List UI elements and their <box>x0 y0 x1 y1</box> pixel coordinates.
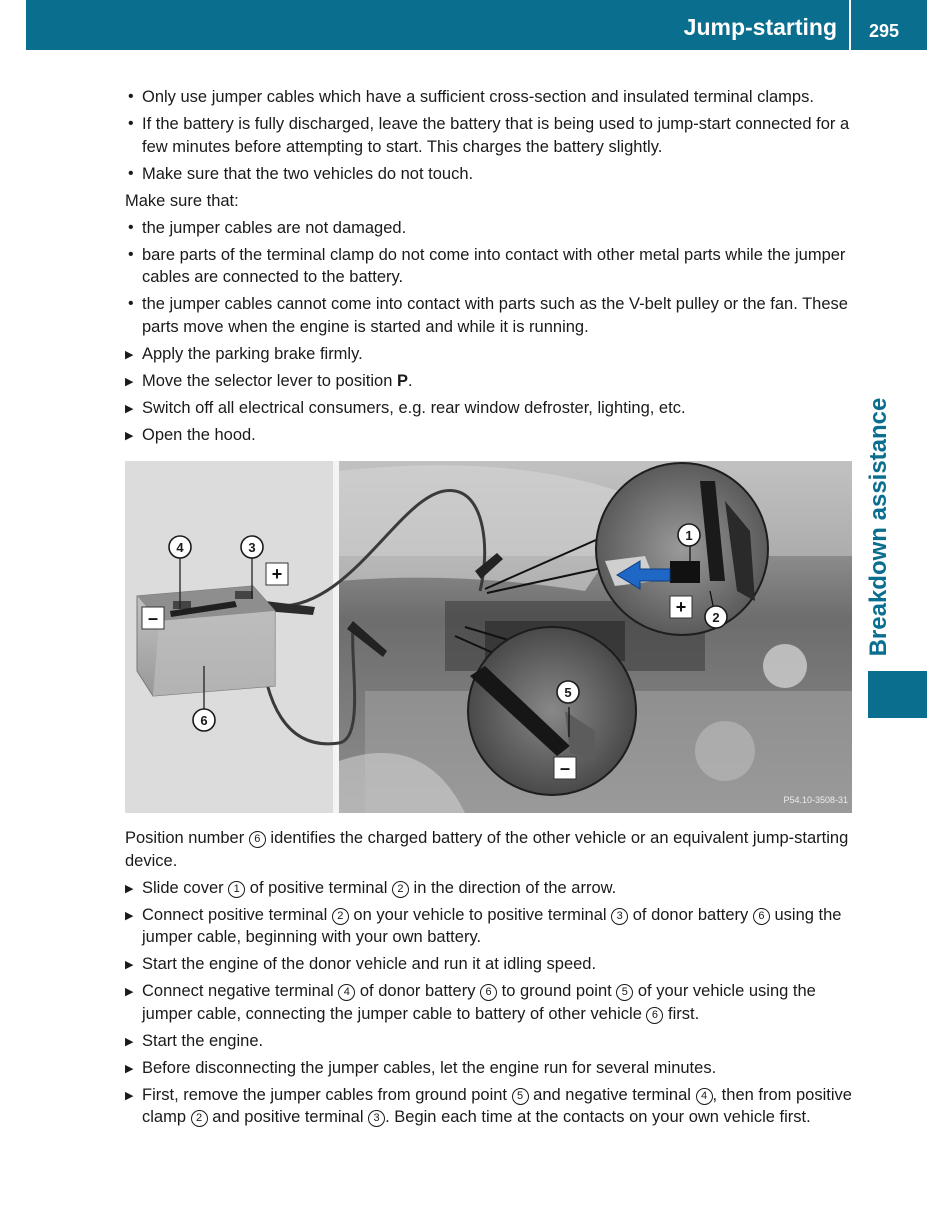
page-number: 295 <box>868 21 899 41</box>
callout-ref: 5 <box>512 1088 529 1105</box>
callout-ref: 2 <box>191 1110 208 1127</box>
step-item: ▶ Open the hood. <box>125 424 855 447</box>
callout-ref: 3 <box>368 1110 385 1127</box>
bullet-dot-icon: • <box>128 164 134 182</box>
svg-text:5: 5 <box>564 685 572 700</box>
callout-ref: 2 <box>392 881 409 898</box>
step-arrow-icon: ▶ <box>125 348 134 361</box>
callout-ref: 6 <box>753 908 770 925</box>
step-arrow-icon: ▶ <box>125 882 134 895</box>
step-arrow-icon: ▶ <box>125 375 134 388</box>
section-title: Jump-starting <box>683 14 837 40</box>
callout-3 <box>241 536 263 558</box>
callout-ref: 4 <box>696 1088 713 1105</box>
illustration-svg <box>125 461 852 813</box>
plus-label-donor <box>266 563 288 585</box>
callout-1 <box>678 524 700 546</box>
bullet-dot-icon: • <box>128 115 134 132</box>
step-arrow-icon: ▶ <box>125 909 134 922</box>
step-arrow-icon: ▶ <box>125 1089 134 1102</box>
callout-4 <box>169 536 191 558</box>
step-item: ▶ Connect positive terminal 2 on your vehicle to positive terminal 3 of donor battery 6 using the jumper cable, beginning with your own battery. <box>125 905 842 946</box>
callout-2 <box>705 606 727 628</box>
step-item: ▶ Switch off all electrical consumers, e.g. rear window defroster, lighting, etc. <box>125 397 855 420</box>
figure-credit: P54.10-3508-31 <box>783 794 848 805</box>
svg-text:1: 1 <box>685 528 693 543</box>
page-header <box>26 0 927 50</box>
minus-label-vehicle <box>554 757 576 779</box>
bullet-item: • If the battery is fully discharged, leave the battery that is being used to jump-start connected for a few minutes before attempting to start. This charges the battery slightly. <box>128 115 850 156</box>
svg-text:–: – <box>559 758 571 778</box>
header-divider <box>849 0 851 50</box>
callout-ref: 6 <box>249 831 266 848</box>
bullet-dot-icon: • <box>128 88 134 105</box>
callout-ref: 6 <box>480 984 497 1001</box>
side-tab-text: Breakdown assistance <box>865 397 892 657</box>
callout-ref: 4 <box>338 984 355 1001</box>
side-tab-label <box>864 395 894 659</box>
step-item: ▶ Before disconnecting the jumper cables, let the engine run for several minutes. <box>125 1057 855 1080</box>
step-item: ▶ Slide cover 1 of positive terminal 2 in the direction of the arrow. <box>125 877 855 900</box>
step-arrow-icon: ▶ <box>125 1035 134 1048</box>
callout-ref: 3 <box>611 908 628 925</box>
bullet-item: • the jumper cables cannot come into contact with parts such as the V-belt pulley or the fan. These parts move when the engine is started and while it is running. <box>128 295 848 336</box>
callout-ref: 6 <box>646 1007 663 1024</box>
plus-label-vehicle <box>670 596 692 618</box>
step-item: ▶ First, remove the jumper cables from ground point 5 and negative terminal 4 , then from positive clamp 2 and positive terminal 3 . Begin each time at the contacts on your own vehicle first. <box>125 1085 852 1126</box>
callout-5 <box>557 681 579 703</box>
svg-text:3: 3 <box>248 540 256 555</box>
minus-label-donor <box>142 607 164 629</box>
step-arrow-icon: ▶ <box>125 429 134 442</box>
bullet-item: • Only use jumper cables which have a sufficient cross-section and insulated terminal clamps. <box>125 86 855 109</box>
svg-text:–: – <box>147 608 159 628</box>
bullet-item: • bare parts of the terminal clamp do not come into contact with other metal parts while the jumper cables are connected to the battery. <box>128 245 846 286</box>
bullet-dot-icon: • <box>128 245 134 263</box>
callout-6 <box>193 709 215 731</box>
step-arrow-icon: ▶ <box>125 402 134 415</box>
svg-text:6: 6 <box>200 713 208 728</box>
bullet-dot-icon: • <box>128 218 134 236</box>
callout-ref: 5 <box>616 984 633 1001</box>
callout-ref: 1 <box>228 881 245 898</box>
side-tab-marker <box>868 671 927 718</box>
make-sure-intro: Make sure that: <box>125 191 239 210</box>
selector-position: P <box>396 371 408 390</box>
svg-text:+: + <box>675 597 687 617</box>
step-item: ▶ Connect negative terminal 4 of donor battery 6 to ground point 5 of your vehicle using the jumper cable, connecting the jumper cable to battery of other vehicle 6 first. <box>125 982 816 1023</box>
bullet-dot-icon: • <box>128 295 134 312</box>
step-item: ▶ Start the engine of the donor vehicle and run it at idling speed. <box>125 953 855 976</box>
step-arrow-icon: ▶ <box>125 1062 134 1075</box>
bullet-item: • Make sure that the two vehicles do not touch. <box>125 163 855 186</box>
step-item: ▶ Apply the parking brake firmly. <box>125 343 855 366</box>
svg-text:+: + <box>271 564 283 584</box>
step-item: ▶ Start the engine. <box>125 1030 855 1053</box>
step-arrow-icon: ▶ <box>125 959 134 971</box>
svg-text:2: 2 <box>712 610 720 625</box>
page-content <box>125 86 855 1133</box>
svg-text:4: 4 <box>176 540 184 555</box>
callout-ref: 2 <box>332 908 349 925</box>
bullet-item: • the jumper cables are not damaged. <box>125 217 855 240</box>
jump-start-illustration <box>125 461 852 813</box>
position-paragraph: Position number 6 identifies the charged battery of the other vehicle or an equivalent jump-starting device. <box>125 829 849 870</box>
step-item: ▶ Move the selector lever to position P. <box>125 370 855 393</box>
step-arrow-icon: ▶ <box>125 986 134 998</box>
